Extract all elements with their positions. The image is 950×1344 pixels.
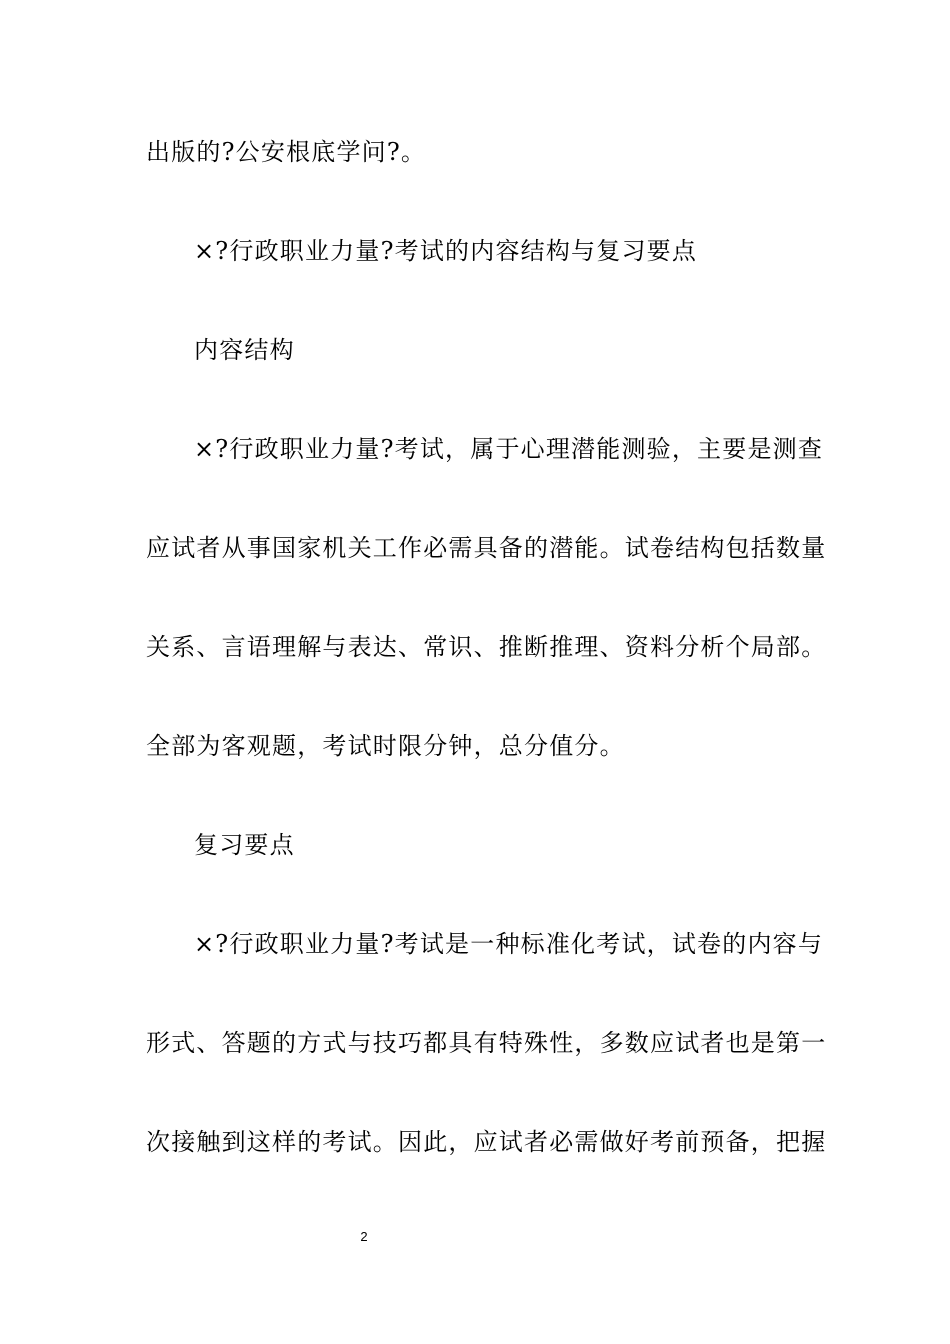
subheading-content-structure: 内容结构 xyxy=(194,336,295,364)
paragraph-line: 形式、答题的方式与技巧都具有特殊性，多数应试者也是第一 xyxy=(146,1029,827,1057)
text-line-continuation: 出版的?公安根底学问?。 xyxy=(146,138,427,166)
paragraph-line: 应试者从事国家机关工作必需具备的潜能。试卷结构包括数量 xyxy=(146,534,827,562)
section-heading-exam-structure: ×?行政职业力量?考试的内容结构与复习要点 xyxy=(194,237,698,265)
page-number: 2 xyxy=(360,1229,368,1244)
paragraph-line: 次接触到这样的考试。因此，应试者必需做好考前预备，把握 xyxy=(146,1128,827,1156)
paragraph-line: ×?行政职业力量?考试是一种标准化考试，试卷的内容与 xyxy=(194,930,824,958)
subheading-review-points: 复习要点 xyxy=(194,831,295,859)
paragraph-line: 关系、言语理解与表达、常识、推断推理、资料分析个局部。 xyxy=(146,633,827,661)
paragraph-line: 全部为客观题，考试时限分钟，总分值分。 xyxy=(146,732,625,760)
paragraph-line: ×?行政职业力量?考试，属于心理潜能测验，主要是测查 xyxy=(194,435,824,463)
